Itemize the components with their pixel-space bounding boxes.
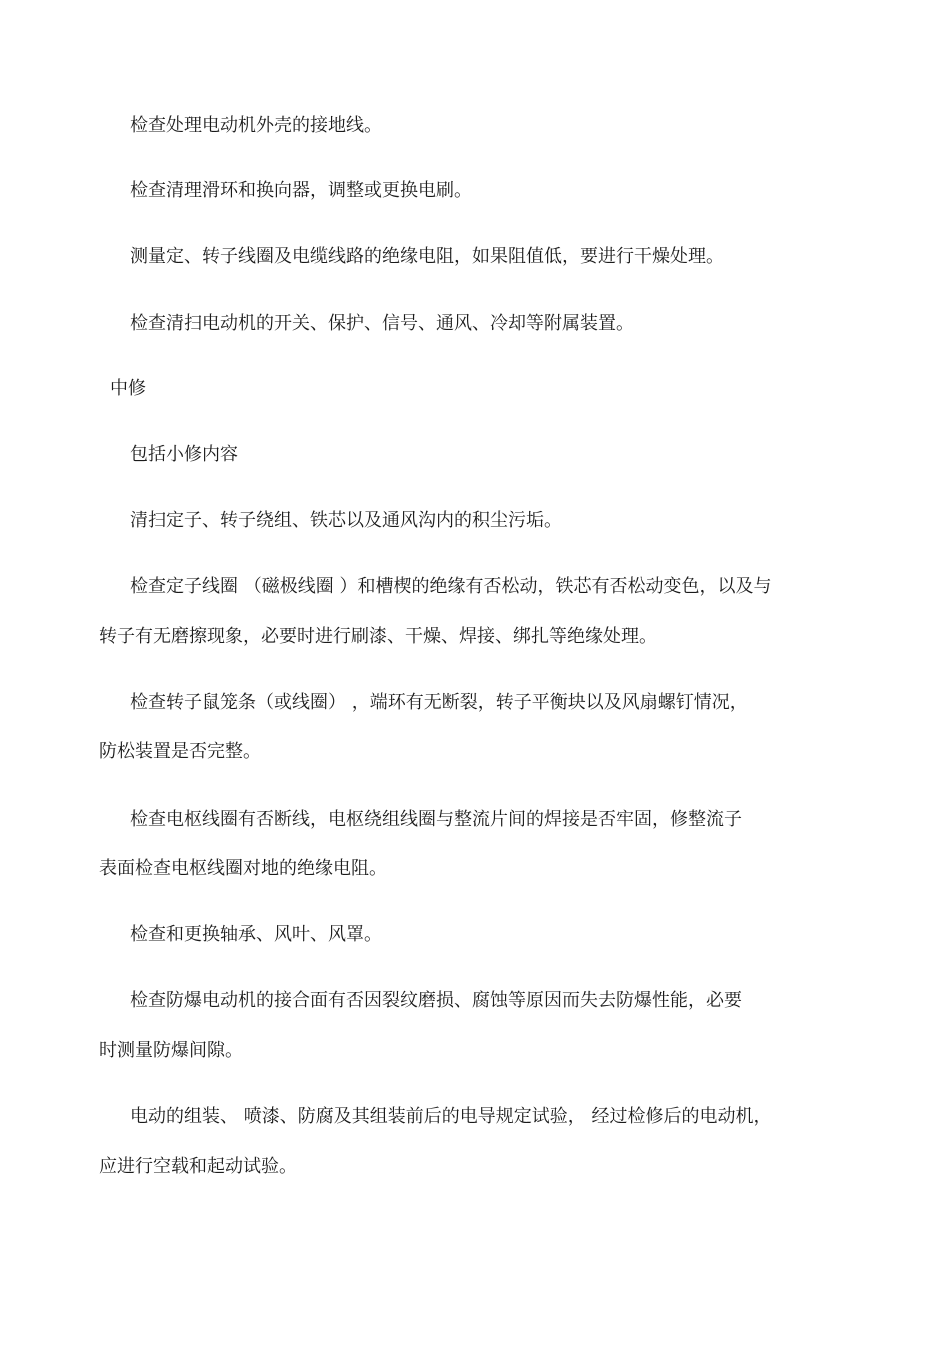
paragraph-line: 测量定、转子线圈及电缆线路的绝缘电阻，如果阻值低，要进行干燥处理。 <box>130 246 724 267</box>
paragraph-line: 防松装置是否完整。 <box>99 741 261 762</box>
section-heading: 中修 <box>110 378 146 399</box>
paragraph-line: 检查防爆电动机的接合面有否因裂纹磨损、腐蚀等原因而失去防爆性能，必要 <box>130 990 742 1011</box>
paragraph-line: 包括小修内容 <box>130 444 238 465</box>
paragraph-line: 清扫定子、转子绕组、铁芯以及通风沟内的积尘污垢。 <box>130 510 562 531</box>
paragraph-line: 转子有无磨擦现象，必要时进行刷漆、干燥、焊接、绑扎等绝缘处理。 <box>99 626 657 647</box>
paragraph-line: 检查转子鼠笼条（或线圈） ，端环有无断裂，转子平衡块以及风扇螺钉情况， <box>130 692 748 713</box>
paragraph-line: 检查电枢线圈有否断线，电枢绕组线圈与整流片间的焊接是否牢固，修整流子 <box>130 809 742 830</box>
paragraph-line: 表面检查电枢线圈对地的绝缘电阻。 <box>99 858 387 879</box>
paragraph-line: 检查和更换轴承、风叶、风罩。 <box>130 924 382 945</box>
paragraph-line: 应进行空载和起动试验。 <box>99 1156 297 1177</box>
paragraph-line: 检查处理电动机外壳的接地线。 <box>130 115 382 136</box>
paragraph-line: 时测量防爆间隙。 <box>99 1040 243 1061</box>
paragraph-line: 电动的组装、 喷漆、防腐及其组装前后的电导规定试验， 经过检修后的电动机， <box>130 1106 772 1127</box>
paragraph-line: 检查清理滑环和换向器，调整或更换电刷。 <box>130 180 472 201</box>
paragraph-line: 检查定子线圈 （磁极线圈 ）和槽楔的绝缘有否松动，铁芯有否松动变色，以及与 <box>130 576 772 597</box>
paragraph-line: 检查清扫电动机的开关、保护、信号、通风、冷却等附属装置。 <box>130 313 634 334</box>
